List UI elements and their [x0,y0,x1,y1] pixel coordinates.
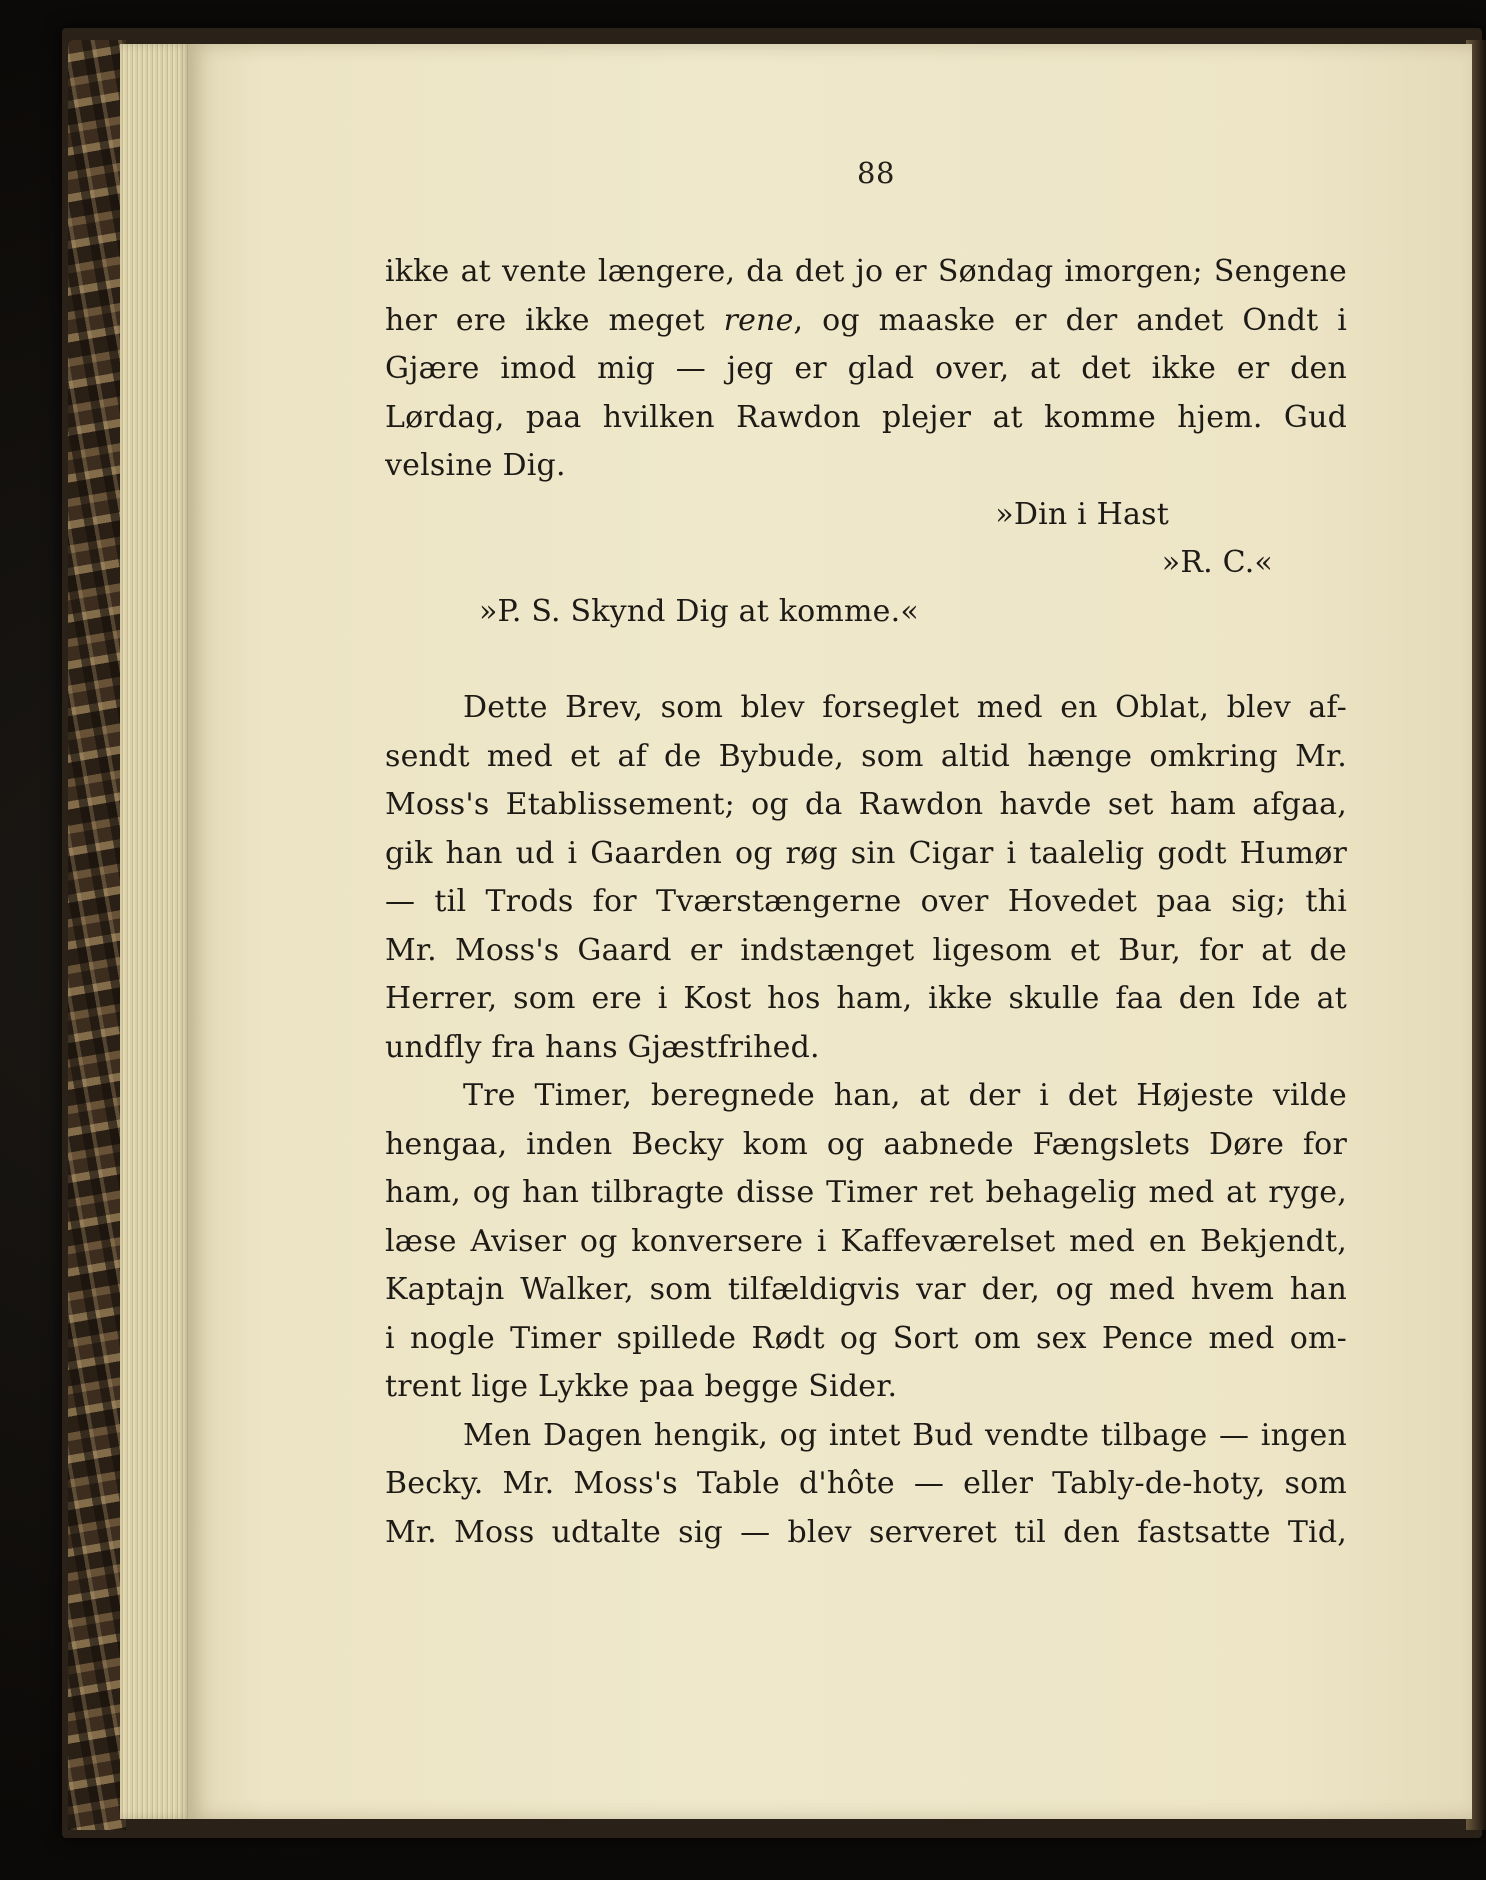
letter-signature: »R. C.« [1161,545,1273,580]
text-line: ikke at vente længere, da det jo er Søndag imorgen; Sengene [385,254,1347,289]
text-line: Gjære imod mig — jeg er glad over, at det ikke er den [385,351,1347,386]
page-stack-edge [120,44,192,1819]
text-line: undfly fra hans Gjæstfrihed. [385,1029,820,1065]
text-line: læse Aviser og konversere i Kaffeværelset med en Bekjendt, [385,1223,1347,1259]
text-line: — til Trods for Tværstængerne over Hovedet paa sig; thi [385,884,1347,919]
text-line: her ere ikke meget rene, og maaske er der andet Ondt i [385,302,1347,338]
text-line: Herrer, som ere i Kost hos ham, ikke skulle faa den Ide at [385,981,1347,1016]
text-line: ham, og han tilbragte disse Timer ret behagelig med at ryge, [385,1175,1347,1210]
text-line: Mr. Moss's Gaard er indstænget ligesom et Bur, for at de [385,932,1347,968]
page-text [385,248,1347,1557]
italic-word: rene [723,302,794,338]
text-line: sendt med et af de Bybude, som altid hænge omkring Mr. [385,738,1347,774]
letter-closing: »Din i Hast [995,496,1169,532]
page-number: 88 [857,156,895,190]
text-line: Lørdag, paa hvilken Rawdon plejer at komme hjem. Gud [385,399,1347,435]
text-line: Becky. Mr. Moss's Table d'hôte — eller Tably-de-hoty, som [385,1466,1347,1501]
text-line: Dette Brev, som blev forseglet med en Oblat, blev af- [463,690,1347,725]
paragraph-gap [385,636,1347,684]
letter-postscript: »P. S. Skynd Dig at komme.« [479,593,919,629]
text-line: Men Dagen hengik, og intet Bud vendte tilbage — ingen [463,1417,1347,1453]
text-line: trent lige Lykke paa begge Sider. [385,1369,898,1404]
text-line: velsine Dig. [385,448,566,483]
marbled-page-edge [68,40,126,1830]
text-line: Mr. Moss udtalte sig — blev serveret til den fastsatte Tid, [385,1514,1347,1550]
text-line: i nogle Timer spillede Rødt og Sort om sex Pence med om- [385,1320,1347,1356]
text-line: Moss's Etablissement; og da Rawdon havde set ham afgaa, [385,787,1347,822]
text-line: Tre Timer, beregnede han, at der i det Højeste vilde [463,1078,1347,1113]
text-line: Kaptajn Walker, som tilfældigvis var der, og med hvem han [385,1272,1347,1307]
text-line: hengaa, inden Becky kom og aabnede Fængslets Døre for [385,1126,1347,1162]
text-line: gik han ud i Gaarden og røg sin Cigar i taalelig godt Humør [385,835,1347,871]
